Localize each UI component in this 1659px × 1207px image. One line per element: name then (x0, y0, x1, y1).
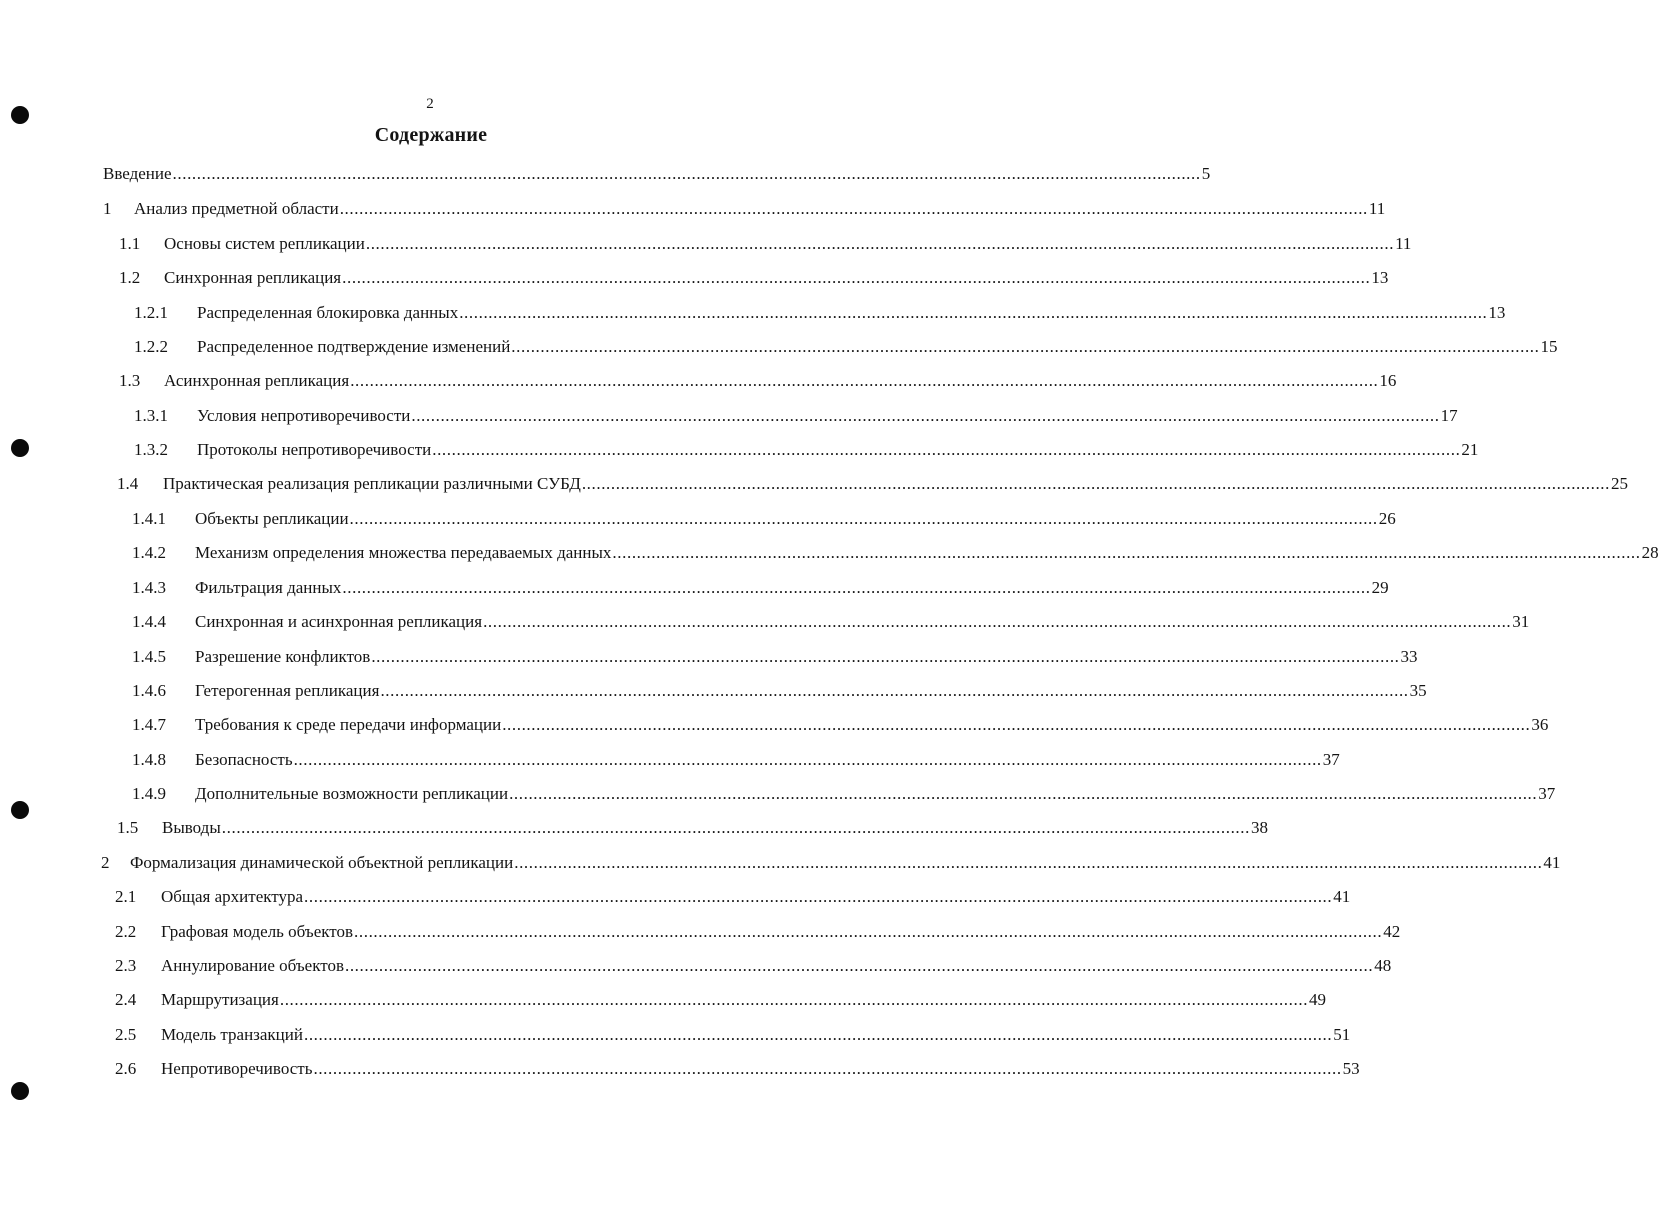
toc-leader (511, 335, 1539, 359)
toc-leader (294, 748, 1322, 772)
toc-entry-1-4-6[interactable] (132, 679, 1427, 703)
toc-leader (304, 885, 1332, 909)
toc-entry-title: Маршрутизация (161, 990, 279, 1009)
toc-entry-page: 13 (1371, 268, 1389, 287)
toc-entry-number: 1.4.5 (132, 647, 166, 666)
toc-entry-number: 2.3 (115, 956, 137, 975)
toc-entry-title: Синхронная и асинхронная репликация (195, 612, 483, 631)
toc-entry-number: 2.2 (115, 922, 137, 941)
toc-entry-1[interactable] (103, 197, 1386, 221)
toc-entry-1-4-3[interactable] (132, 576, 1389, 600)
toc-entry-number: 1 (103, 199, 112, 218)
toc-leader (173, 162, 1201, 186)
toc-entry-number: 1.4.7 (132, 715, 166, 734)
toc-leader (380, 679, 1408, 703)
toc-entry-page: 25 (1611, 474, 1629, 493)
toc-leader (612, 541, 1640, 565)
toc-entry-title: Фильтрация данных (195, 578, 342, 597)
toc-entry-number: 1.1 (119, 234, 141, 253)
toc-entry-2-1[interactable] (115, 885, 1351, 909)
toc-entry-number: 2 (101, 853, 110, 872)
toc-title: Содержание (374, 124, 488, 146)
toc-entry-page: 41 (1333, 887, 1351, 906)
toc-entry-title: Асинхронная репликация (164, 371, 350, 390)
toc-entry-1-4-8[interactable] (132, 748, 1340, 772)
toc-entry-1-3-1[interactable] (134, 404, 1458, 428)
toc-entry-1-2-1[interactable] (134, 301, 1506, 325)
toc-entry-number: 1.3.2 (134, 440, 168, 459)
toc-entry-1-4-4[interactable] (132, 610, 1530, 634)
toc-leader (222, 816, 1250, 840)
toc-leader (411, 404, 1439, 428)
toc-leader (582, 472, 1610, 496)
toc-entry-page: 53 (1342, 1059, 1360, 1078)
toc-entry-number: 1.4.6 (132, 681, 166, 700)
toc-entry-number: 1.3.1 (134, 406, 168, 425)
toc-entry-2[interactable] (101, 851, 1561, 875)
toc-entry-1-3[interactable] (119, 369, 1397, 393)
toc-leader (514, 851, 1542, 875)
toc-entry-title: Безопасность (195, 750, 293, 769)
toc-entry-2-5[interactable] (115, 1023, 1351, 1047)
punch-hole-4 (11, 1082, 29, 1100)
toc-entry-number: 1.2 (119, 268, 141, 287)
toc-entry-title: Основы систем репликации (164, 234, 365, 253)
toc-leader (371, 645, 1399, 669)
toc-leader (345, 954, 1373, 978)
toc-entry-page: 41 (1543, 853, 1561, 872)
toc-entry-1-5[interactable] (117, 816, 1268, 840)
toc-entry-number: 1.3 (119, 371, 141, 390)
toc-entry-number: 1.4.4 (132, 612, 166, 631)
toc-entry-page: 51 (1333, 1025, 1351, 1044)
toc-entry-page: 35 (1409, 681, 1427, 700)
toc-entry-page: 15 (1540, 337, 1558, 356)
toc-entry-number: 1.4.1 (132, 509, 166, 528)
page-number: 2 (426, 96, 434, 112)
toc-entry-title: Дополнительные возможности репликации (195, 784, 509, 803)
toc-entry-1-4-2[interactable] (132, 541, 1659, 565)
toc-entry-page: 5 (1201, 164, 1211, 183)
toc-entry-title: Модель транзакций (161, 1025, 303, 1044)
toc-leader (342, 576, 1370, 600)
toc-entry-title: Общая архитектура (161, 887, 304, 906)
toc-entry-title: Распределенная блокировка данных (197, 303, 459, 322)
toc-entry-page: 37 (1322, 750, 1340, 769)
punch-hole-2 (11, 439, 29, 457)
toc-entry-number: 1.4 (117, 474, 139, 493)
toc-leader (350, 507, 1378, 531)
toc-leader (340, 197, 1368, 221)
toc-entry-page: 49 (1309, 990, 1327, 1009)
toc-entry-title: Графовая модель объектов (161, 922, 354, 941)
toc-leader (350, 369, 1378, 393)
toc-leader (432, 438, 1460, 462)
toc-entry-title: Аннулирование объектов (161, 956, 344, 975)
toc-leader (459, 301, 1487, 325)
toc-entry-introduction[interactable] (103, 162, 1211, 186)
toc-entry-1-3-2[interactable] (134, 438, 1479, 462)
toc-entry-title: Введение (103, 164, 172, 183)
toc-leader (280, 988, 1308, 1012)
toc-entry-number: 1.4.9 (132, 784, 166, 803)
toc-entry-title: Механизм определения множества передаваемых данных (195, 543, 612, 562)
toc-entry-1-4[interactable] (117, 472, 1629, 496)
toc-entry-number: 2.5 (115, 1025, 137, 1044)
toc-entry-number: 1.4.2 (132, 543, 166, 562)
toc-entry-page: 11 (1368, 199, 1386, 218)
toc-entry-title: Объекты репликации (195, 509, 349, 528)
toc-entry-title: Формализация динамической объектной репликации (130, 853, 514, 872)
toc-entry-page: 17 (1440, 406, 1458, 425)
toc-entry-page: 29 (1371, 578, 1389, 597)
toc-leader (354, 920, 1382, 944)
toc-entry-page: 13 (1488, 303, 1506, 322)
toc-entry-title: Гетерогенная репликация (195, 681, 380, 700)
toc-entry-2-6[interactable] (115, 1057, 1360, 1081)
toc-entry-page: 37 (1538, 784, 1556, 803)
toc-entry-page: 26 (1378, 509, 1396, 528)
toc-entry-title: Практическая реализация репликации различными СУБД (163, 474, 581, 493)
toc-entry-1-4-9[interactable] (132, 782, 1556, 806)
toc-entry-title: Выводы (162, 818, 221, 837)
toc-entry-page: 21 (1461, 440, 1479, 459)
toc-entry-1-4-7[interactable] (132, 713, 1549, 737)
toc-entry-number: 1.4.3 (132, 578, 166, 597)
toc-entry-title: Синхронная репликация (164, 268, 342, 287)
toc-leader (366, 232, 1394, 256)
toc-entry-page: 11 (1395, 234, 1412, 253)
toc-entry-title: Протоколы непротиворечивости (197, 440, 432, 459)
toc-entry-number: 2.6 (115, 1059, 137, 1078)
toc-entry-number: 1.2.1 (134, 303, 168, 322)
punch-hole-3 (11, 801, 29, 819)
toc-entry-number: 1.4.8 (132, 750, 166, 769)
toc-entry-page: 16 (1379, 371, 1397, 390)
toc-entry-2-2[interactable] (115, 920, 1401, 944)
toc-entry-2-3[interactable] (115, 954, 1392, 978)
toc-entry-2-4[interactable] (115, 988, 1327, 1012)
toc-entry-title: Требования к среде передачи информации (195, 715, 502, 734)
toc-entry-number: 1.2.2 (134, 337, 168, 356)
toc-entry-1-4-1[interactable] (132, 507, 1396, 531)
toc-entry-1-4-5[interactable] (132, 645, 1418, 669)
toc-leader (502, 713, 1530, 737)
toc-entry-page: 38 (1250, 818, 1268, 837)
toc-entry-1-1[interactable] (119, 232, 1412, 256)
toc-entry-title: Разрешение конфликтов (195, 647, 371, 666)
toc-entry-number: 1.5 (117, 818, 139, 837)
toc-leader (304, 1023, 1332, 1047)
toc-leader (342, 266, 1370, 290)
toc-entry-number: 2.1 (115, 887, 137, 906)
toc-entry-number: 2.4 (115, 990, 137, 1009)
toc-entry-page: 31 (1512, 612, 1530, 631)
toc-entry-page: 36 (1531, 715, 1549, 734)
toc-entry-page: 28 (1641, 543, 1659, 562)
toc-leader (313, 1057, 1341, 1081)
toc-entry-title: Непротиворечивость (161, 1059, 313, 1078)
toc-leader (509, 782, 1537, 806)
toc-entry-page: 33 (1400, 647, 1418, 666)
toc-entry-page: 42 (1383, 922, 1401, 941)
toc-entry-page: 48 (1374, 956, 1392, 975)
toc-entry-title: Распределенное подтверждение изменений (197, 337, 511, 356)
toc-entry-1-2[interactable] (119, 266, 1389, 290)
toc-entry-title: Анализ предметной области (134, 199, 339, 218)
toc-entry-1-2-2[interactable] (134, 335, 1558, 359)
toc-entry-title: Условия непротиворечивости (197, 406, 411, 425)
toc-leader (483, 610, 1511, 634)
